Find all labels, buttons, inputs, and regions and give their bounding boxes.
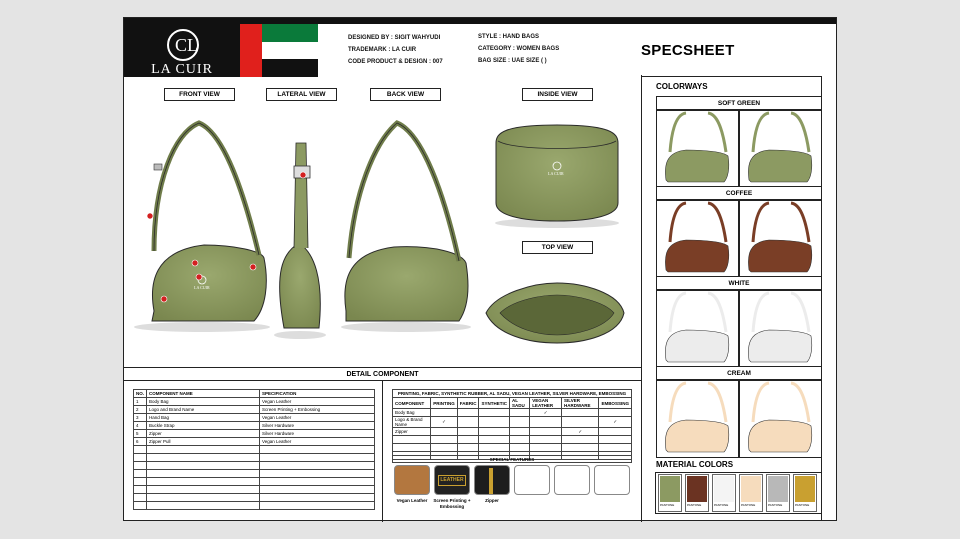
swatch-label: PANTONE	[795, 503, 810, 507]
empty-feature-box	[514, 465, 550, 495]
brand-name: LA CUIR	[151, 62, 213, 77]
material-swatch	[766, 474, 790, 512]
vegan-leather-swatch	[394, 465, 430, 495]
swatch-label: PANTONE	[768, 503, 783, 507]
colorway-name-white: WHITE	[656, 276, 822, 290]
table-row-empty	[134, 446, 375, 454]
trademark: TRADEMARK : LA CUIR	[348, 47, 417, 53]
colorway-bag-drawings	[656, 110, 822, 458]
table-header-row: NO. COMPONENT NAME SPECIFICATION	[134, 390, 375, 398]
table-row-empty	[134, 454, 375, 462]
back-view-label: BACK VIEW	[370, 88, 441, 101]
detail-component-table	[133, 389, 375, 510]
uae-flag-icon	[240, 24, 318, 77]
svg-text:LA CUIR: LA CUIR	[194, 285, 210, 290]
colorways-title: COLORWAYS	[656, 82, 708, 91]
table-row: Zipper ✓	[393, 428, 632, 436]
inside-view-label: INSIDE VIEW	[522, 88, 593, 101]
callout-3-icon	[196, 274, 202, 280]
colorway-bag-icon	[748, 113, 811, 182]
table-row-empty	[393, 444, 632, 452]
table-row: 2 Logo and Brand Name Screen Printing + Embossing	[134, 406, 375, 414]
material-swatch	[712, 474, 736, 512]
table-row-empty	[134, 502, 375, 510]
colorway-name-coffee: COFFEE	[656, 186, 822, 200]
top-view-label: TOP VIEW	[522, 241, 593, 254]
special-features-title: SPECIAL FEATURES	[392, 455, 632, 463]
table-row-empty	[134, 486, 375, 494]
table-row: 1 Body Bag Vegan Leather	[134, 398, 375, 406]
designed-by: DESIGNED BY : SIGIT WAHYUDI	[348, 35, 441, 41]
colorway-bag-icon	[665, 293, 728, 362]
brand-logo-icon: CL	[167, 29, 199, 61]
zipper-swatch	[474, 465, 510, 495]
lateral-view-label: LATERAL VIEW	[266, 88, 337, 101]
page-title: SPECSHEET	[641, 42, 735, 59]
callout-2-icon	[192, 260, 198, 266]
detail-divider	[382, 381, 383, 522]
materials-table	[392, 389, 632, 460]
callout-6-icon	[300, 172, 306, 178]
swatch-label: PANTONE	[714, 503, 729, 507]
swatch-label: PANTONE	[660, 503, 675, 507]
bag-size: BAG SIZE : UAE SIZE ( )	[478, 58, 547, 64]
empty-feature-box	[554, 465, 590, 495]
table-row: Logo & Brand Name ✓ ✓	[393, 417, 632, 428]
table-row: 4 Buckle Strap Silver Hardware	[134, 422, 375, 430]
material-swatch	[739, 474, 763, 512]
top-view-drawing	[486, 283, 624, 343]
colorway-bag-icon	[665, 383, 728, 452]
bag-drawings	[124, 103, 641, 368]
feature-caption: Vegan Leather	[396, 498, 428, 503]
table-row-empty	[134, 478, 375, 486]
category: CATEGORY : WOMEN BAGS	[478, 46, 560, 52]
callout-1-icon	[147, 213, 153, 219]
colorway-bag-icon	[665, 113, 728, 182]
material-swatch	[658, 474, 682, 512]
material-swatch	[685, 474, 709, 512]
empty-feature-box	[594, 465, 630, 495]
callout-4-icon	[250, 264, 256, 270]
table-row: 3 Hand Bag Vegan Leather	[134, 414, 375, 422]
svg-text:LA CUIR: LA CUIR	[548, 171, 564, 176]
product-info	[478, 31, 559, 67]
back-view-drawing	[341, 123, 471, 332]
front-view-drawing	[134, 123, 270, 332]
table-row-empty	[134, 462, 375, 470]
table-row-empty	[134, 470, 375, 478]
feature-caption: Screen Printing + Embossing	[433, 498, 471, 509]
leather-emboss-swatch: LEATHER	[434, 465, 470, 495]
table-row: 6 Zipper Pull Vegan Leather	[134, 438, 375, 446]
swatch-label: PANTONE	[741, 503, 756, 507]
swatch-label: PANTONE	[687, 503, 702, 507]
colorway-name-soft-green: SOFT GREEN	[656, 96, 822, 110]
lateral-view-drawing	[274, 143, 326, 339]
style: STYLE : HAND BAGS	[478, 34, 540, 40]
brand-block	[124, 24, 240, 77]
materials-header-row: COMPONENT PRINTING FABRIC SYNTHETIC AL SADU VEGAN LEATHER SILVER HARDWARE EMBOSSING	[393, 398, 632, 409]
inside-view-drawing	[495, 125, 619, 228]
materials-title-row: PRINTING, FABRIC, SYNTHETIC RUBBER, AL SADU, VEGAN LEATHER, SILVER HARDWARE, EMBOSSING	[393, 390, 632, 398]
colorway-bag-icon	[748, 203, 811, 272]
table-row-empty	[393, 436, 632, 444]
design-info	[348, 32, 443, 68]
detail-component-title: DETAIL COMPONENT	[124, 367, 641, 381]
colorway-bag-icon	[748, 383, 811, 452]
colorway-bag-icon	[665, 203, 728, 272]
callout-5-icon	[161, 296, 167, 302]
colorway-name-cream: CREAM	[656, 366, 822, 380]
table-row-empty	[134, 494, 375, 502]
material-colors-title: MATERIAL COLORS	[656, 460, 734, 469]
table-row: 5 Zipper Silver Hardware	[134, 430, 375, 438]
front-view-label: FRONT VIEW	[164, 88, 235, 101]
feature-caption: Zipper	[485, 498, 499, 503]
colorway-bag-icon	[748, 293, 811, 362]
product-code: CODE PRODUCT & DESIGN : 007	[348, 59, 443, 65]
material-swatch	[793, 474, 817, 512]
table-row: Body Bag ✓	[393, 409, 632, 417]
